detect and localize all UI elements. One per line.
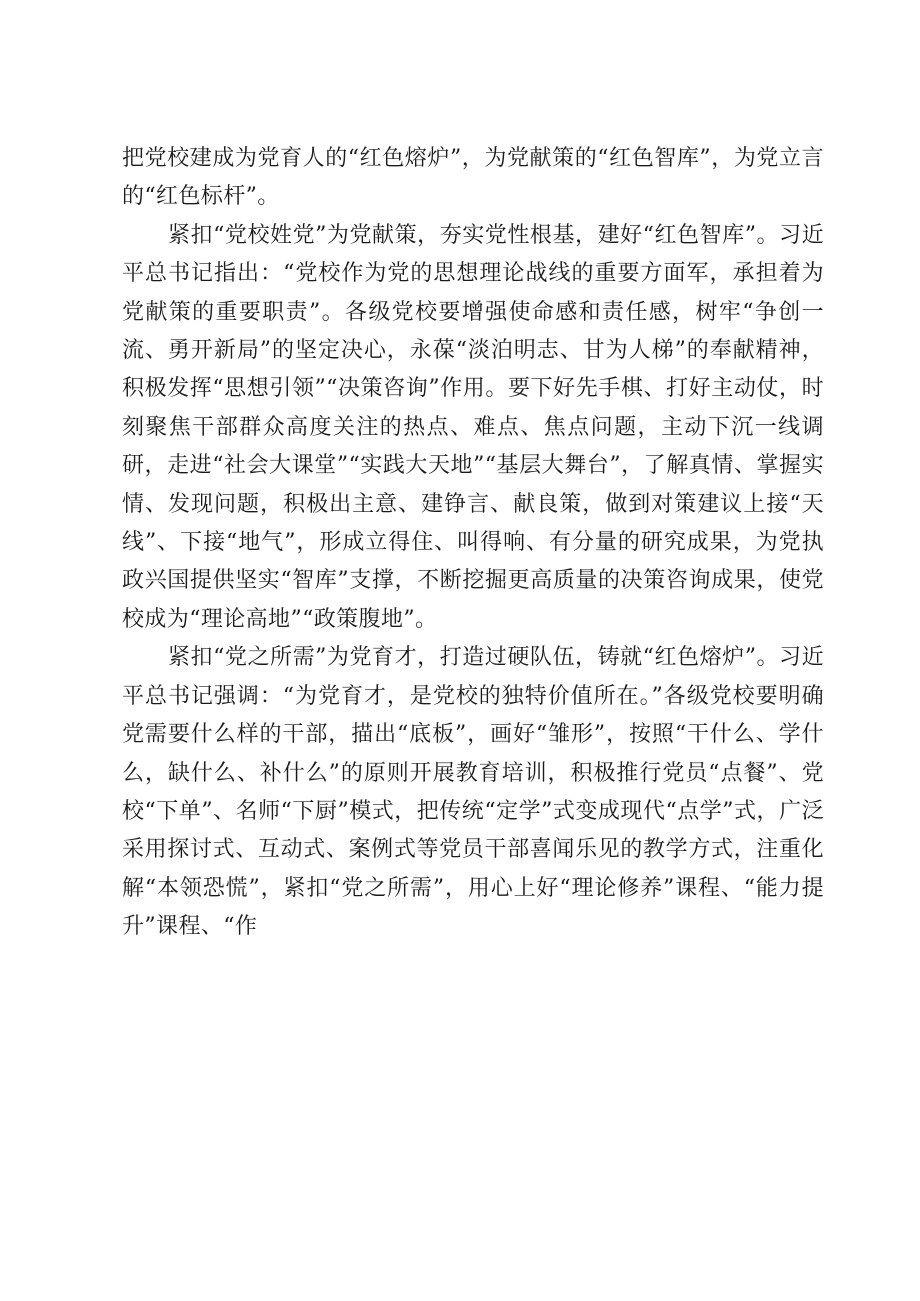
paragraph-red-furnace: 紧扣“党之所需”为党育才，打造过硬队伍，铸就“红色熔炉”。习近平总书记强调：“为党育才，是党校的独特价值所在。”各级党校要明确党需要什么样的干部，描出“底板”，画好“雏形”，按照“干什么、学什么，缺什么、补什么”的原则开展教育培训，积极推行党员“点餐”、党校“下单”、名师“下厨”模式，把传统“定学”式变成现代“点学”式，广泛采用探讨式、互动式、案例式等党员干部喜闻乐见的教学方式，注重化解“本领恐慌”，紧扣“党之所需”，用心上好“理论修养”课程、“能力提升”课程、“作 [122,645,824,940]
document-body [122,140,824,947]
paragraph-intro: 把党校建成为党育人的“红色熔炉”，为党献策的“红色智库”，为党立言的“红色标杆”。 [122,146,824,210]
paragraph-red-think-tank: 紧扣“党校姓党”为党献策，夯实党性根基，建好“红色智库”。习近平总书记指出：“党校作为党的思想理论战线的重要方面军，承担着为党献策的重要职责”。各级党校要增强使命感和责任感，树牢“争创一流、勇开新局”的坚定决心，永葆“淡泊明志、甘为人梯”的奉献精神，积极发挥“思想引领”“决策咨询”作用。要下好先手棋、打好主动仗，时刻聚焦干部群众高度关注的热点、难点、焦点问题，主动下沉一线调研，走进“社会大课堂”“实践大天地”“基层大舞台”，了解真情、掌握实情、发现问题，积极出主意、建铮言、献良策，做到对策建议上接“天线”、下接“地气”，形成立得住、叫得响、有分量的研究成果，为党执政兴国提供坚实“智库”支撑，不断挖掘更高质量的决策咨询成果，使党校成为“理论高地”“政策腹地”。 [122,222,824,632]
